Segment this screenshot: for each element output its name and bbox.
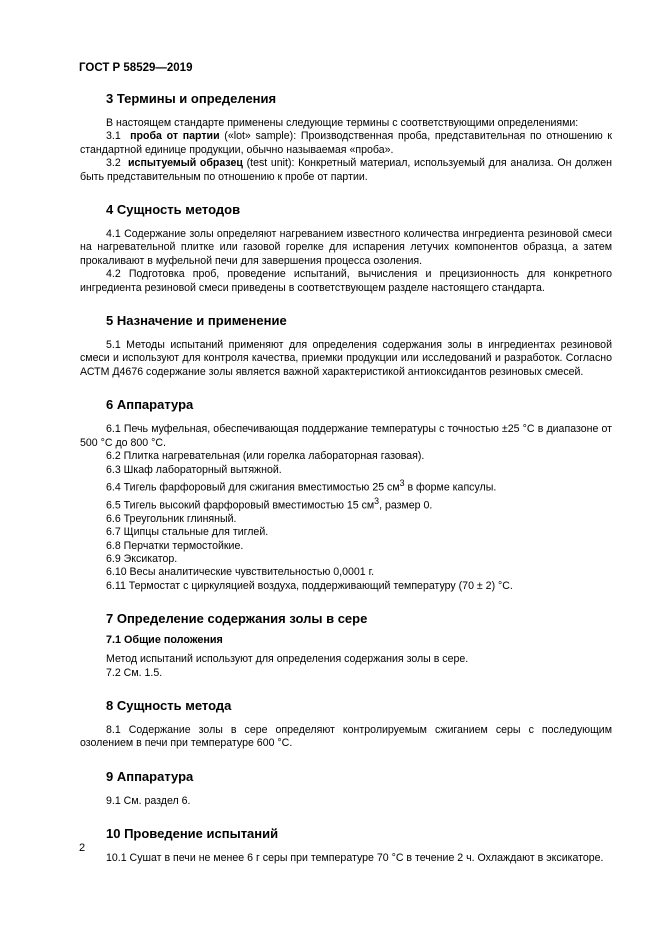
clause-5-1: 5.1 Методы испытаний применяют для определения содержания золы в ингредиентах резиновой смеси и используют для контроля качества, приемки продукции или исследований и разработок. Согласно АСТМ Д4676 содержание золы является важной характеристикой антиоксидантов резиновых смесей.: [80, 339, 612, 378]
clause-6-4: [80, 477, 612, 495]
clause-4-1: 4.1 Содержание золы определяют нагреванием известного количества ингредиента резиновой смеси на нагревательной плитке или газовой горелке для испарения летучих компонентов образца, а затем прокаливают в муфельной печи для завершения процесса озоления.: [80, 228, 612, 267]
section-7-heading: 7 Определение содержания золы в сере: [106, 611, 368, 627]
section-4-heading: 4 Сущность методов: [106, 202, 241, 218]
section-3-heading: 3 Термины и определения: [106, 91, 277, 106]
section-6-heading: 6 Аппаратура: [106, 397, 194, 413]
clause-7-2: 7.2 См. 1.5.: [106, 666, 163, 679]
term-3-1: [80, 130, 612, 157]
section-8-heading: 8 Сущность метода: [106, 698, 232, 714]
term-3-1-definition: («lot» sample): Производственная проба, представительная по отношению к стандартной единице продукции, обычно называемая «проба».: [80, 130, 612, 156]
standard-header: ГОСТ Р 58529—2019: [79, 62, 193, 74]
clause-6-10: 6.10 Весы аналитические чувствительностью 0,0001 г.: [106, 566, 375, 579]
clause-6-4-superscript: 3: [399, 477, 405, 488]
subsection-7-1-heading: 7.1 Общие положения: [106, 634, 223, 647]
clause-6-8: 6.8 Перчатки термостойкие.: [106, 539, 244, 552]
term-3-2-name: испытуемый образец: [128, 157, 243, 170]
clause-9-1: 9.1 См. раздел 6.: [106, 794, 191, 807]
section-9-heading: 9 Аппаратура: [106, 768, 194, 784]
clause-7-1-text: Метод испытаний используют для определения содержания золы в сере.: [106, 653, 469, 666]
clause-6-4-text: 6.4 Тигель фарфоровый для сжигания вместимостью 25 см: [106, 481, 400, 494]
section-3-intro: В настоящем стандарте применены следующие термины с соответствующими определениями:: [106, 117, 579, 129]
clause-8-1: 8.1 Содержание золы в сере определяют контролируемым сжиганием серы с последующим озолением в печи при температуре 600 °С.: [80, 724, 612, 750]
clause-10-1: 10.1 Сушат в печи не менее 6 г серы при температуре 70 °С в течение 2 ч. Охлаждают в эксикаторе.: [106, 852, 604, 865]
clause-6-5: [80, 495, 612, 513]
term-3-1-number: 3.1: [106, 130, 121, 143]
clause-6-5-text-end: , размер 0.: [379, 499, 433, 512]
clause-6-1: 6.1 Печь муфельная, обеспечивающая поддержание температуры с точностью ±25 °С в диапазоне от 500 °С до 800 °С.: [80, 423, 612, 449]
term-3-2-number: 3.2: [106, 157, 121, 170]
document-body: [80, 91, 612, 866]
clause-6-9: 6.9 Эксикатор.: [106, 553, 178, 565]
clause-6-2: 6.2 Плитка нагревательная (или горелка лабораторная газовая).: [106, 450, 425, 463]
clause-6-5-text: 6.5 Тигель высокий фарфоровый вместимостью 15 см: [106, 499, 375, 512]
clause-6-4-text-end: в форме капсулы.: [404, 481, 497, 494]
clause-4-2: 4.2 Подготовка проб, проведение испытаний, вычисления и прецизионность для конкретного ингредиента резиновой смеси приведены в соответствующем разделе настоящего стандарта.: [80, 268, 612, 294]
clause-6-5-superscript: 3: [374, 495, 380, 506]
term-3-2: [80, 157, 612, 184]
clause-6-6: 6.6 Треугольник глиняный.: [106, 512, 237, 525]
term-3-1-name: проба от партии: [130, 130, 220, 143]
clause-6-11: 6.11 Термостат с циркуляцией воздуха, поддерживающий температуру (70 ± 2) °С.: [106, 579, 513, 592]
clause-6-7: 6.7 Щипцы стальные для тиглей.: [106, 526, 269, 539]
page-number: 2: [79, 842, 86, 854]
section-5-heading: 5 Назначение и применение: [106, 313, 287, 329]
clause-6-3: 6.3 Шкаф лабораторный вытяжной.: [106, 463, 282, 476]
term-3-2-definition: (test unit): Конкретный материал, используемый для анализа. Он должен быть представительным по отношению к пробе от партии.: [80, 157, 613, 183]
section-10-heading: 10 Проведение испытаний: [106, 826, 279, 842]
